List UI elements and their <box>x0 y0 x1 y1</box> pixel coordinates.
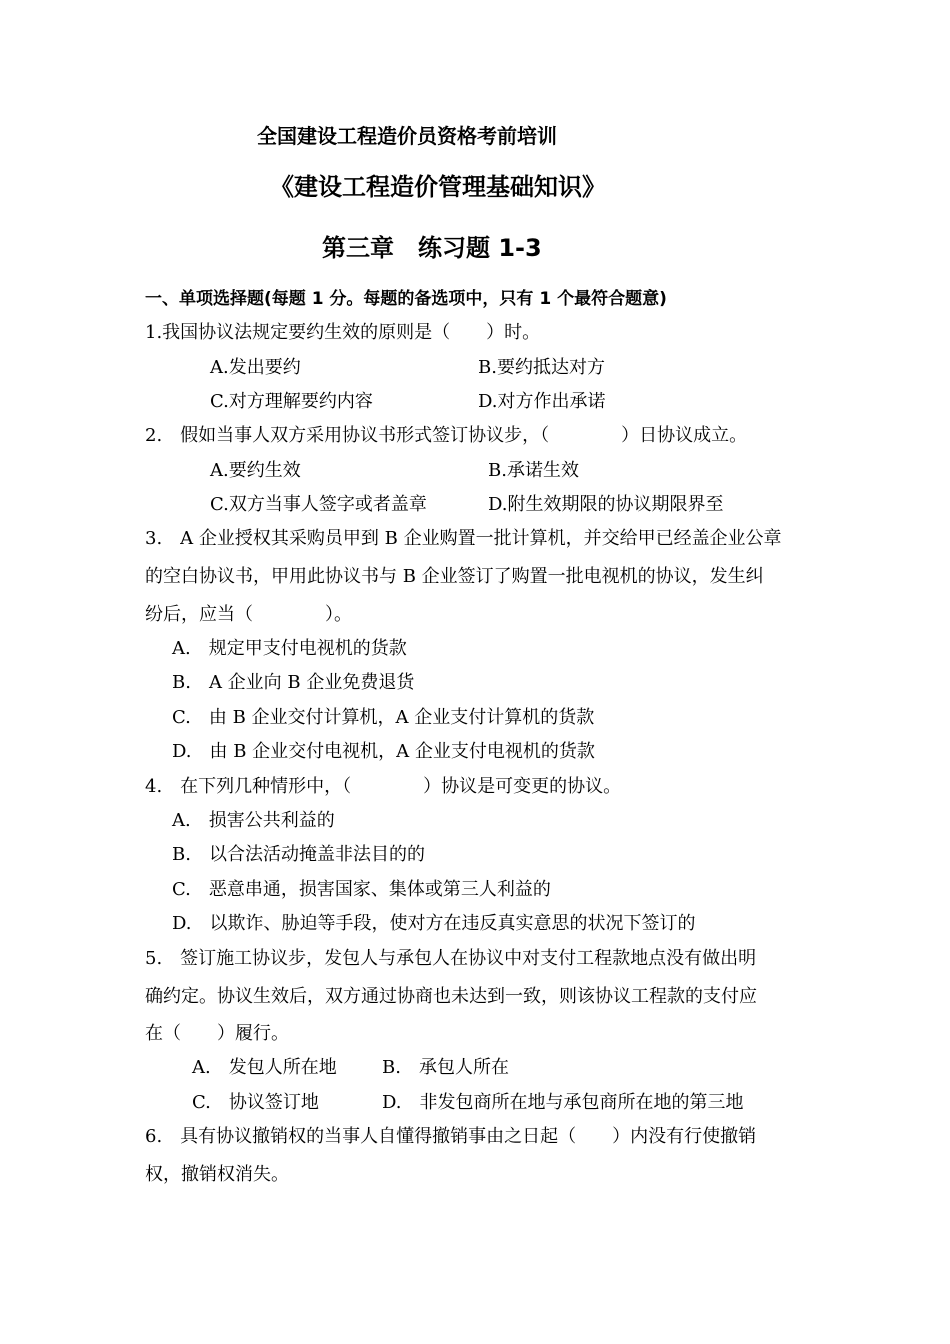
question-3-option-a: A. 规定甲支付电视机的货款 <box>172 638 407 659</box>
question-6-text-line-2: 权，撤销权消失。 <box>145 1164 289 1185</box>
question-3-option-c: C. 由 B 企业交付计算机，A 企业支付计算机的货款 <box>172 707 595 728</box>
question-5-text-line-2: 确约定。协议生效后，双方通过协商也未达到一致，则该协议工程款的支付应 <box>145 986 757 1007</box>
question-1-option-b: B.要约抵达对方 <box>478 357 605 378</box>
question-1-text: 1.我国协议法规定要约生效的原则是（ ）时。 <box>145 322 541 343</box>
question-4-option-c: C. 恶意串通，损害国家、集体或第三人利益的 <box>172 879 551 900</box>
question-1-option-a: A.发出要约 <box>210 357 301 378</box>
question-4-option-a: A. 损害公共利益的 <box>172 810 335 831</box>
question-3-text-line-1: 3. A 企业授权其采购员甲到 B 企业购置一批计算机，并交给甲已经盖企业公章 <box>145 528 782 549</box>
section-title: 一、单项选择题(每题 1 分。每题的备选项中，只有 1 个最符合题意) <box>145 289 667 309</box>
question-5-text-line-3: 在（ ）履行。 <box>145 1023 289 1044</box>
question-3-text-line-2: 的空白协议书，甲用此协议书与 B 企业签订了购置一批电视机的协议，发生纠 <box>145 566 764 587</box>
question-4-option-b: B. 以合法活动掩盖非法目的的 <box>172 844 425 865</box>
question-6-text-line-1: 6. 具有协议撤销权的当事人自懂得撤销事由之日起（ ）内没有行使撤销 <box>145 1126 757 1147</box>
question-2-option-b: B.承诺生效 <box>488 460 579 481</box>
question-3-text-line-3: 纷后，应当（ ）。 <box>145 604 352 625</box>
question-1-option-d: D.对方作出承诺 <box>478 391 606 412</box>
question-4-text: 4. 在下列几种情形中，（ ）协议是可变更的协议。 <box>145 776 622 797</box>
question-2-option-d: D.附生效期限的协议期限界至 <box>488 494 724 515</box>
question-1-option-c: C.对方理解要约内容 <box>210 391 373 412</box>
question-2-text: 2. 假如当事人双方采用协议书形式签订协议步，（ ）日协议成立。 <box>145 425 748 446</box>
question-5-option-c: C. 协议签订地 <box>192 1092 319 1113</box>
header-chapter-title: 第三章 练习题 1-3 <box>322 234 542 262</box>
question-5-option-b: B. 承包人所在 <box>382 1057 509 1078</box>
header-training-title: 全国建设工程造价员资格考前培训 <box>257 124 557 148</box>
question-5-option-a: A. 发包人所在地 <box>192 1057 337 1078</box>
question-3-option-b: B. A 企业向 B 企业免费退货 <box>172 672 415 693</box>
question-3-option-d: D. 由 B 企业交付电视机，A 企业支付电视机的货款 <box>172 741 595 762</box>
header-book-title: 《建设工程造价管理基础知识》 <box>270 173 606 201</box>
question-2-option-a: A.要约生效 <box>210 460 301 481</box>
question-2-option-c: C.双方当事人签字或者盖章 <box>210 494 427 515</box>
question-5-text-line-1: 5. 签订施工协议步，发包人与承包人在协议中对支付工程款地点没有做出明 <box>145 948 757 969</box>
question-4-option-d: D. 以欺诈、胁迫等手段，使对方在违反真实意思的状况下签订的 <box>172 913 696 934</box>
question-5-option-d: D. 非发包商所在地与承包商所在地的第三地 <box>382 1092 744 1113</box>
